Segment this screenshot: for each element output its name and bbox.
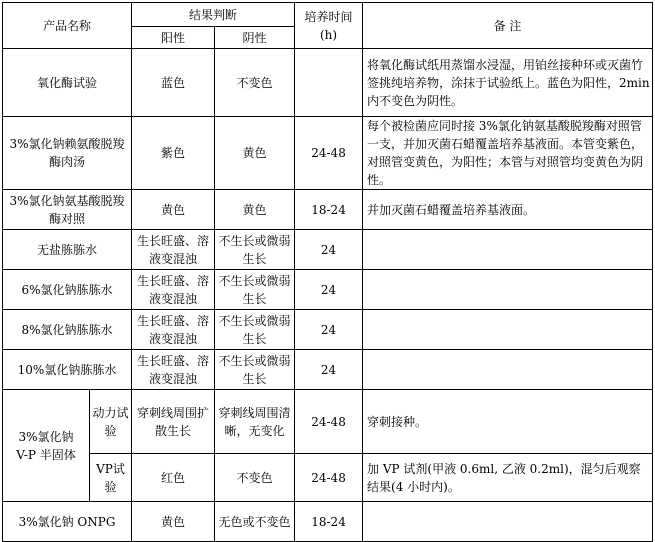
peptone0-note bbox=[363, 230, 653, 270]
header-negative: 阴性 bbox=[215, 27, 295, 49]
vptest-positive: 红色 bbox=[132, 454, 215, 502]
header-remarks: 备 注 bbox=[363, 3, 653, 49]
onpg-positive: 黄色 bbox=[132, 502, 215, 542]
onpg-time: 18-24 bbox=[295, 502, 363, 542]
control-note: 并加灭菌石蜡覆盖培养基液面。 bbox=[363, 190, 653, 230]
table-row bbox=[3, 310, 653, 350]
peptone10-note bbox=[363, 350, 653, 390]
table-row bbox=[3, 502, 653, 542]
oxidase-negative: 不变色 bbox=[215, 49, 295, 117]
peptone8-negative: 不生长或微弱生长 bbox=[215, 310, 295, 350]
ldc-name: 3%氯化钠赖氨酸脱羧酶肉汤 bbox=[3, 117, 132, 190]
control-positive: 黄色 bbox=[132, 190, 215, 230]
motility-positive: 穿刺线周围扩散生长 bbox=[132, 390, 215, 454]
table-row bbox=[3, 117, 653, 190]
peptone8-positive: 生长旺盛、溶液变混浊 bbox=[132, 310, 215, 350]
motility-time: 24-48 bbox=[295, 390, 363, 454]
results-table bbox=[2, 2, 653, 542]
table-row bbox=[3, 190, 653, 230]
header-product-name: 产品名称 bbox=[3, 3, 132, 49]
peptone10-positive: 生长旺盛、溶液变混浊 bbox=[132, 350, 215, 390]
peptone6-negative: 不生长或微弱生长 bbox=[215, 270, 295, 310]
peptone10-negative: 不生长或微弱生长 bbox=[215, 350, 295, 390]
peptone0-negative: 不生长或微弱生长 bbox=[215, 230, 295, 270]
vptest-time: 24-48 bbox=[295, 454, 363, 502]
ldc-positive: 紫色 bbox=[132, 117, 215, 190]
motility-negative: 穿刺线周围清晰，无变化 bbox=[215, 390, 295, 454]
table-row bbox=[3, 350, 653, 390]
header-culture-time bbox=[295, 3, 363, 49]
control-negative: 黄色 bbox=[215, 190, 295, 230]
oxidase-time bbox=[295, 49, 363, 117]
control-time: 18-24 bbox=[295, 190, 363, 230]
peptone8-note bbox=[363, 310, 653, 350]
peptone0-positive: 生长旺盛、溶液变混浊 bbox=[132, 230, 215, 270]
peptone6-positive: 生长旺盛、溶液变混浊 bbox=[132, 270, 215, 310]
table-row bbox=[3, 49, 653, 117]
vptest-negative: 不变色 bbox=[215, 454, 295, 502]
oxidase-name: 氧化酶试验 bbox=[3, 49, 132, 117]
peptone0-name: 无盐胨胨水 bbox=[3, 230, 132, 270]
onpg-note bbox=[363, 502, 653, 542]
table-row bbox=[3, 230, 653, 270]
onpg-name: 3%氯化钠 ONPG bbox=[3, 502, 132, 542]
vp-name bbox=[3, 390, 90, 502]
ldc-note: 每个被检菌应同时接 3%氯化钠氨基酸脱羧酶对照管一支，并加灭菌石蜡覆盖培养基液面。本管变紫色，对照管变黄色，为阳性；本管与对照管均变黄色为阴性。 bbox=[363, 117, 653, 190]
peptone10-name: 10%氯化钠胨胨水 bbox=[3, 350, 132, 390]
peptone0-time: 24 bbox=[295, 230, 363, 270]
motility-note: 穿刺接种。 bbox=[363, 390, 653, 454]
control-name: 3%氯化钠氨基酸脱羧酶对照 bbox=[3, 190, 132, 230]
oxidase-positive: 蓝色 bbox=[132, 49, 215, 117]
ldc-time: 24-48 bbox=[295, 117, 363, 190]
table-row bbox=[3, 270, 653, 310]
onpg-negative: 无色或不变色 bbox=[215, 502, 295, 542]
vp-name-line1: 3%氯化钠 bbox=[18, 429, 74, 444]
header-culture-unit: (h) bbox=[319, 27, 338, 42]
peptone8-time: 24 bbox=[295, 310, 363, 350]
header-result-judgement: 结果判断 bbox=[132, 3, 295, 27]
peptone6-time: 24 bbox=[295, 270, 363, 310]
vp-name-line2: V-P 半固体 bbox=[16, 447, 76, 462]
table-row bbox=[3, 454, 653, 502]
ldc-negative: 黄色 bbox=[215, 117, 295, 190]
motility-sub: 动力试验 bbox=[90, 390, 132, 454]
header-positive: 阳性 bbox=[132, 27, 215, 49]
oxidase-note: 将氧化酶试纸用蒸馏水浸湿，用铂丝接种环或灭菌竹签挑纯培养物，涂抹于试验纸上。蓝色为阳性，2min内不变色为阴性。 bbox=[363, 49, 653, 117]
peptone8-name: 8%氯化钠胨胨水 bbox=[3, 310, 132, 350]
table-row bbox=[3, 390, 653, 454]
vptest-note: 加 VP 试剂(甲液 0.6ml, 乙液 0.2ml)，混匀后观察结果(4 小时内)。 bbox=[363, 454, 653, 502]
header-culture-time-label: 培养时间 bbox=[304, 9, 353, 24]
peptone6-name: 6%氯化钠胨胨水 bbox=[3, 270, 132, 310]
peptone10-time: 24 bbox=[295, 350, 363, 390]
vptest-sub: VP试验 bbox=[90, 454, 132, 502]
peptone6-note bbox=[363, 270, 653, 310]
